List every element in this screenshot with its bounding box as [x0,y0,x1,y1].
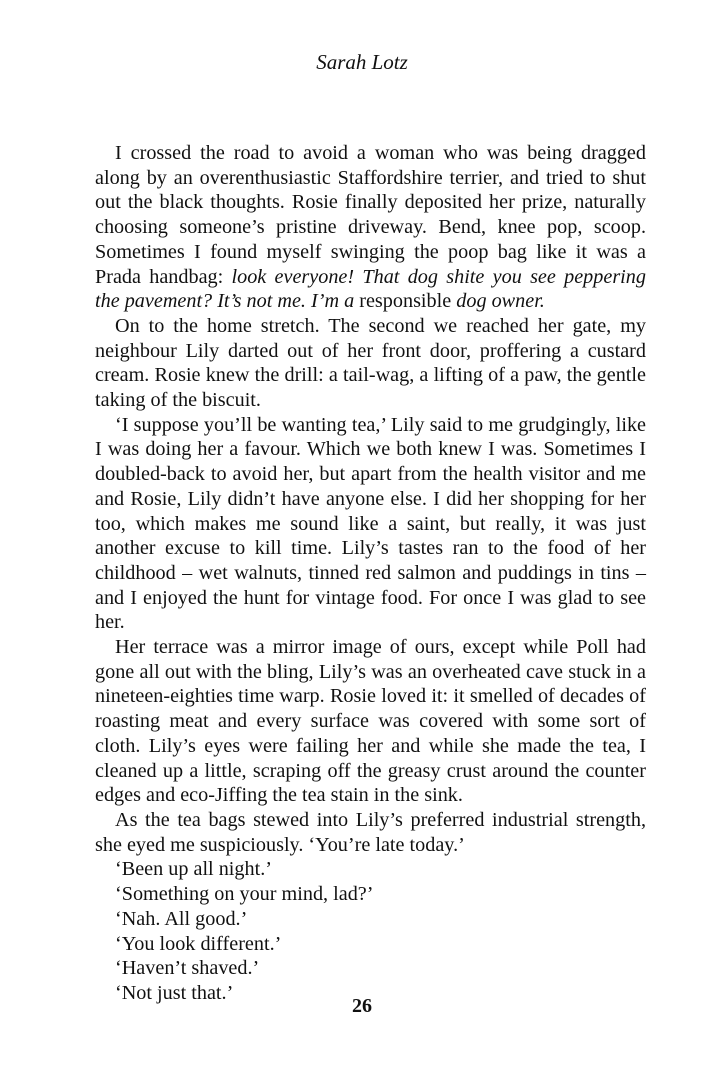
running-head-author: Sarah Lotz [316,50,408,74]
italic-segment: look everyone! That dog shite you see peppering the pavement? It’s not me. I’m a [95,265,646,313]
dialogue-line [95,932,646,957]
text-segment: I crossed the road to avoid a woman who was being dragged along by an overenthusiastic Staffordshire terrier, and tried to shut out the black thoughts. Rosie finally deposited her prize, naturally choosing someone’s pristine driveway. Bend, knee pop, scoop. Sometimes I found myself swinging the poop bag like it was a Prada handbag: [95,142,646,288]
text-segment: ‘Haven’t shaved.’ [115,957,260,980]
paragraph [95,808,646,857]
text-segment: Her terrace was a mirror image of ours, except while Poll had gone all out with the bling, Lily’s was an overheated cave stuck in a nineteen-eighties time warp. Rosie loved it: it smelled of decades of roasting meat and every surface was covered with some sort of cloth. Lily’s eyes were failing her and while she made the tea, I cleaned up a little, scraping off the greasy crust around the counter edges and eco-Jiffing the tea stain in the sink. [95,636,646,807]
italic-segment: dog owner. [451,290,545,313]
paragraph [95,635,646,808]
text-segment: As the tea bags stewed into Lily’s preferred industrial strength, she eyed me suspiciously. ‘You’re late today.’ [95,808,646,856]
text-segment: responsible [359,290,452,313]
body-text [95,141,646,1006]
page-number: 26 [352,995,372,1017]
text-segment: ‘You look different.’ [115,932,282,955]
text-segment: ‘Something on your mind, lad?’ [115,883,374,906]
text-segment: On to the home stretch. The second we reached her gate, my neighbour Lily darted out of her front door, proffering a custard cream. Rosie knew the drill: a tail-wag, a lifting of a paw, the gentle taking of the biscuit. [95,314,646,412]
dialogue-line [95,956,646,981]
paragraph [95,413,646,635]
text-segment: ‘I suppose you’ll be wanting tea,’ Lily said to me grudgingly, like I was doing her a favour. Which we both knew I was. Sometimes I doubled-back to avoid her, but apart from the health visitor and me and Rosie, Lily didn’t have anyone else. I did her shopping for her too, which makes me sound like a saint, but really, it was just another excuse to kill time. Lily’s tastes ran to the food of her childhood – wet walnuts, tinned red salmon and puddings in tins – and I enjoyed the hunt for vintage food. For once I was glad to see her. [95,413,646,634]
dialogue-line [95,907,646,932]
text-segment: ‘Not just that.’ [115,981,234,1004]
dialogue-line [95,882,646,907]
text-segment: ‘Nah. All good.’ [115,907,248,930]
dialogue-line [95,857,646,882]
text-segment: ‘Been up all night.’ [115,858,272,881]
paragraph [95,314,646,413]
paragraph [95,141,646,314]
